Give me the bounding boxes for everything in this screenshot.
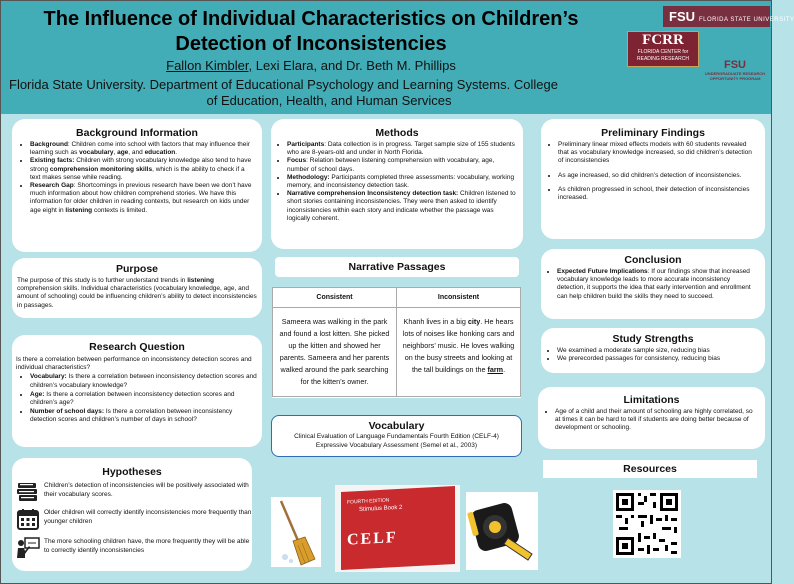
hypothesis-row: [16, 508, 252, 530]
conclusion-title: Conclusion: [624, 254, 682, 266]
inconsistent-passage: [397, 308, 521, 397]
text: contexts is limited.: [92, 206, 148, 214]
hypothesis-row: [16, 481, 252, 503]
uro-logo: [703, 59, 767, 87]
background-item: [30, 182, 254, 215]
hypothesis-2: Older children will correctly identify inconsistencies more frequently than younger children: [44, 509, 252, 525]
book-cover: [341, 486, 455, 570]
text: Is there a correlation between inconsistency detection scores and children’s age?: [30, 390, 235, 407]
hypothesis-1: Children’s detection of inconsistencies will be positively associated with their vocabulary scores.: [44, 482, 249, 498]
purpose-text: [17, 277, 257, 310]
findings-section: [541, 119, 765, 239]
consistent-passage: Sameera was walking in the park and found a lost kitten. She picked up the kitten and showed her parents. Sameera and her parents walked around the park searching for the kitten’s owner.: [273, 308, 397, 397]
text: Is there a correlation between inconsistency detection scores and children’s number of days in school?: [30, 408, 233, 424]
rq-item: [30, 408, 258, 424]
affiliation-line-2: of Education, Health, and Human Services: [206, 93, 452, 108]
rq-item: [30, 373, 258, 389]
narrative-table: [272, 287, 521, 397]
text: The purpose of this study is to further understand trends in: [17, 277, 188, 284]
fsu-logo-mark: FSU: [669, 9, 695, 24]
bold-lead: Methodology:: [287, 173, 330, 181]
bold-term: education: [144, 149, 176, 157]
bold-lead: Focus: [287, 157, 307, 165]
strengths-section: [541, 328, 765, 373]
narrative-title-box: [275, 257, 519, 277]
background-item: • Background: Children come into school with factors that may influence their learning such as vocabulary, age, and education.: [30, 141, 254, 157]
background-title: Background Information: [76, 127, 198, 139]
strength-1: • We examined a moderate sample size, reducing bias: [557, 347, 759, 355]
vocabulary-line-2: Expressive Vocabulary Assessment (Semel et al., 2003): [315, 442, 478, 449]
conclusion-item: [557, 268, 759, 301]
col-consistent: Consistent: [273, 288, 397, 308]
research-question-section: [12, 335, 262, 447]
affiliation: [9, 77, 619, 109]
bold-lead: Participants: [287, 141, 325, 148]
books-icon: [16, 481, 40, 503]
poster-title: [11, 7, 611, 57]
bold-lead: Vocabulary:: [30, 373, 67, 381]
title-line-1: The Influence of Individual Characteristics on Children’s: [43, 8, 579, 30]
hypothesis-row: [16, 537, 252, 559]
finding-1: • Preliminary linear mixed effects models with 60 students revealed that as vocabulary knowledge increased, so did children’s detection of inconsistencies: [558, 141, 758, 166]
methods-item: [287, 190, 517, 223]
text: : Shortcomings in previous research have been we don’t have much information about how children comprehend stories. We have this information for older children in reading contexts, but research on kids under age eight in: [30, 182, 252, 214]
finding-3: • As children progressed in school, their detection of inconsistencies increased.: [558, 186, 758, 202]
bold-lead: Number of school days:: [30, 408, 105, 416]
tape-measure-icon: [466, 492, 538, 570]
calendar-icon: [16, 508, 40, 530]
text: : Children come into school with factors that may influence their learning such as: [30, 141, 251, 157]
strengths-title: Study Strengths: [612, 333, 694, 345]
narrative-title: Narrative Passages: [348, 261, 446, 273]
celf-book-image: [335, 485, 460, 572]
book-edition: FOURTH EDITION: [347, 497, 390, 506]
vocabulary-title: Vocabulary: [368, 420, 425, 432]
poster-header: [1, 1, 794, 114]
text: : Data collection is in progress. Target sample size of 155 students who are 8-years-old and under in North Florida.: [287, 141, 515, 157]
text: Children with strong vocabulary knowledge also tend to have strong: [30, 157, 252, 173]
text: , which is the ability to check if a text makes sense while reading.: [30, 165, 245, 181]
research-question-intro: Is there a correlation between performance on inconsistency detection scores and individual characteristics?: [16, 356, 252, 372]
authors: [11, 58, 611, 74]
narrative-table-box: [272, 287, 521, 398]
bold-term: vocabulary: [79, 149, 114, 157]
rq-item: [30, 391, 258, 407]
broom-image: [271, 497, 321, 567]
bold-term: comprehension monitoring skills: [49, 165, 153, 173]
tape-measure-image: [466, 492, 538, 570]
uro-logo-text: UNDERGRADUATE RESEARCH OPPORTUNITY PROGRAM: [704, 71, 766, 81]
resources-title-box: [543, 460, 757, 478]
purpose-title: Purpose: [115, 263, 158, 275]
text: : If our findings show that increased vocabulary knowledge leads to more accurate inconsistency detection, it supports the idea that early intervention and enrollment can help children build the skills they need to succeed.: [557, 268, 751, 300]
text: Children listened to short stories containing inconsistencies. They were then asked to identify inconsistencies within each story and indicate whether the passage was logically coherent.: [287, 190, 516, 222]
first-author: Fallon Kimbler,: [166, 58, 253, 73]
text: Khanh lives in a big: [403, 317, 468, 326]
bold-term: listening: [65, 206, 93, 214]
fcrr-logo: [627, 31, 699, 67]
strength-2: • We prerecorded passages for consistency, reducing bias: [557, 355, 759, 363]
methods-title: Methods: [375, 127, 419, 139]
book-subtitle: Stimulus Book 2: [359, 504, 403, 514]
text: . He hears lots of noises like honking cars and neighbors’ music. He loves walking on the busy streets and looking at the tall buildings on the: [402, 317, 515, 374]
qr-code[interactable]: [613, 490, 681, 558]
fcrr-logo-mark: FCRR: [642, 32, 684, 48]
bold-term: city: [467, 317, 481, 326]
bold-lead: Narrative comprehension Inconsistency detection task:: [287, 190, 459, 198]
bold-term: listening: [187, 277, 214, 284]
bold-lead: Existing facts:: [30, 157, 75, 165]
teacher-icon: [16, 537, 40, 559]
fsu-logo: [663, 6, 794, 27]
conclusion-section: [541, 249, 765, 319]
research-question-title: Research Question: [89, 341, 185, 353]
bold-term: farm: [487, 365, 504, 374]
vocabulary-section: [271, 415, 522, 457]
title-line-2: Detection of Inconsistencies: [175, 33, 447, 55]
hypothesis-3: The more schooling children have, the more frequently they will be able to correctly identify inconsistencies: [44, 538, 250, 554]
book-title: CELF: [347, 529, 398, 549]
bold-lead: Age:: [30, 390, 45, 398]
hypotheses-section: [12, 458, 252, 571]
bold-lead: Background: [30, 141, 68, 148]
text: .: [503, 365, 506, 374]
fsu-logo-text: FLORIDA STATE UNIVERSITY: [699, 17, 794, 23]
methods-item: [287, 141, 517, 157]
methods-item: [287, 157, 517, 173]
broom-icon: [271, 497, 321, 567]
text: : Relation between listening comprehension with vocabulary, age, number of school days.: [287, 157, 495, 173]
resources-title: Resources: [623, 463, 677, 475]
background-section: [12, 119, 262, 252]
text: Participants completed three assessments: vocabulary, working memory, and inconsistency detection task.: [287, 173, 515, 190]
affiliation-line-1: Florida State University. Department of Educational Psychology and Learning Systems. College: [9, 77, 558, 92]
findings-title: Preliminary Findings: [601, 127, 705, 139]
qr-code-icon: [613, 490, 681, 558]
text: comprehension skills. Individual characteristics (vocabulary knowledge, age, and amount of schooling) could be influencing children’s ability to detect inconsistencies in passages.: [17, 285, 257, 309]
text: Is there a correlation between inconsistency detection scores and children’s vocabulary knowledge?: [30, 373, 257, 389]
fcrr-logo-text: FLORIDA CENTER for READING RESEARCH: [637, 49, 689, 62]
bold-term: age: [117, 149, 129, 157]
limitation-1: • Age of a child and their amount of schooling are highly correlated, so at times it can be hard to tell if students are doing better because of development or schooling.: [555, 408, 758, 433]
limitations-title: Limitations: [623, 394, 680, 406]
other-authors: Lexi Elara, and Dr. Beth M. Phillips: [252, 58, 456, 73]
methods-section: [271, 119, 523, 249]
bold-lead: Expected Future Implications: [557, 268, 648, 275]
limitations-section: [538, 387, 765, 449]
vocabulary-line-1: Clinical Evaluation of Language Fundamentals Fourth Edition (CELF-4): [294, 433, 499, 440]
methods-item: [287, 174, 517, 190]
col-inconsistent: Inconsistent: [397, 288, 521, 308]
bold-lead: Research Gap: [30, 182, 74, 190]
purpose-section: [12, 258, 262, 318]
uro-logo-mark: FSU: [724, 59, 746, 71]
background-item: [30, 157, 254, 182]
finding-2: • As age increased, so did children’s detection of inconsistencies.: [558, 172, 758, 180]
hypotheses-title: Hypotheses: [102, 466, 162, 478]
